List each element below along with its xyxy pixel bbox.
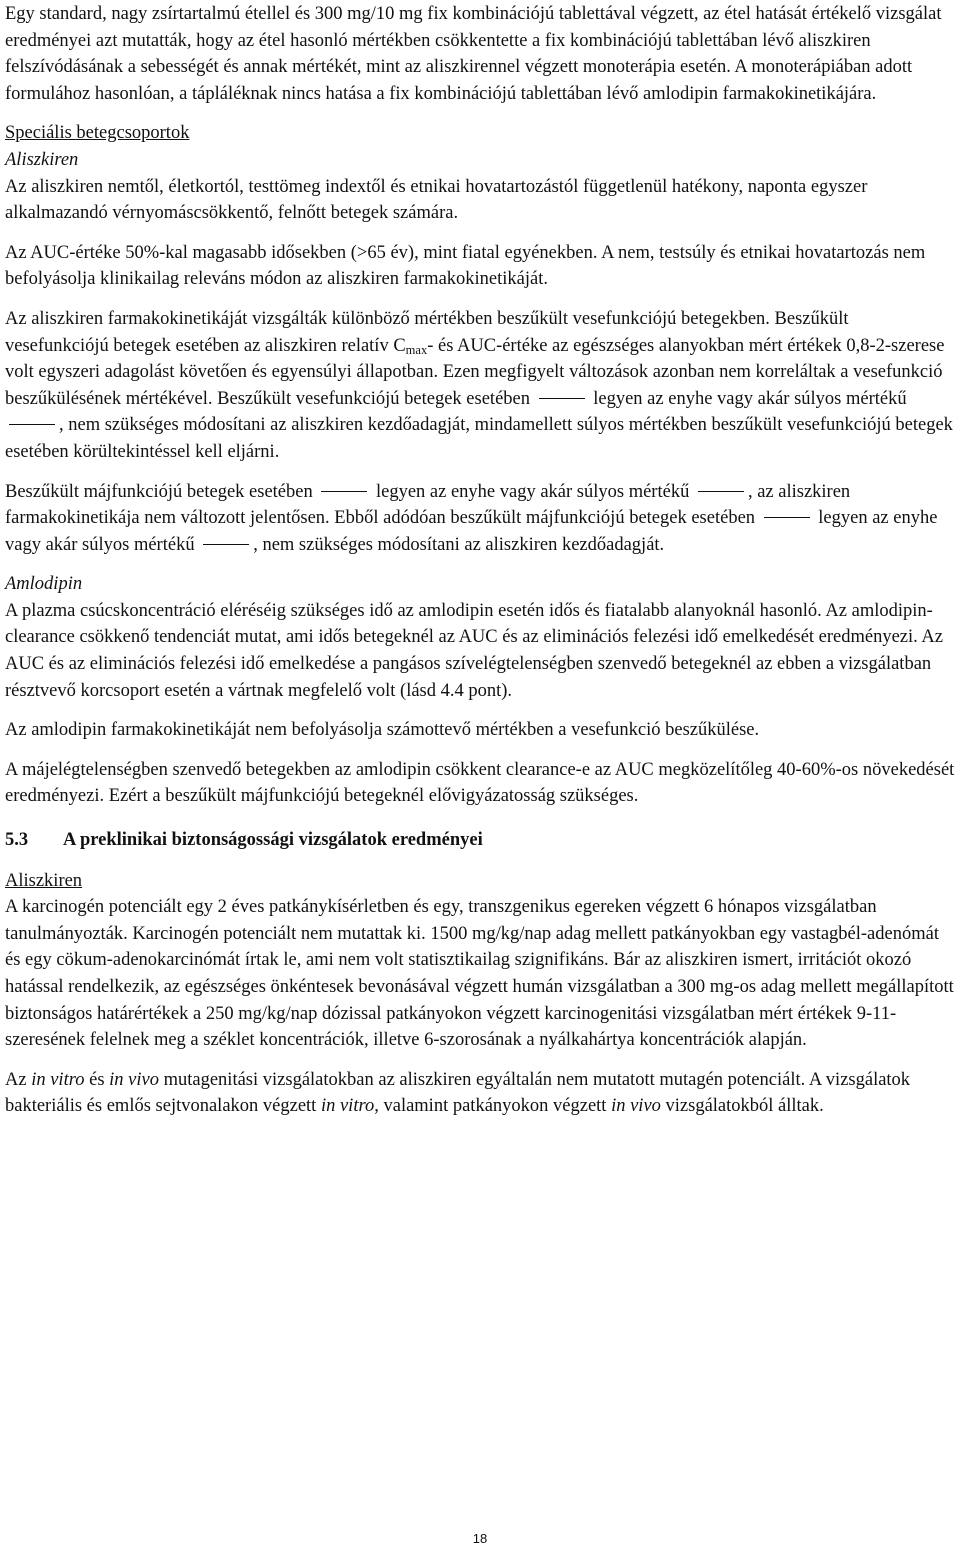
document-page (5, 0, 955, 1120)
mut-text-h: in vivo (611, 1096, 661, 1117)
hepatic-text-b: legyen az enyhe vagy akár súlyos mértékű (375, 481, 690, 502)
paragraph-aliskiren-efficacy: Az aliszkiren nemtől, életkortól, testtömeg indextől és etnikai hovatartozástól függetlenül hatékony, naponta egyszer alkalmazandó vérnyomáscsökkentő, felnőtt betegek számára. (5, 176, 868, 224)
paragraph-amlodipine-elderly: A plazma csúcskoncentráció eléréséig szükséges idő az amlodipin esetén idős és fiatalabb alanyoknál hasonló. Az amlodipin-clearance csökkenő tendenciát mutat, ami idős betegeknél az AUC és az eliminációs felezési idő emelkedését eredményezi. Az AUC és az eliminációs felezési idő emelkedése a pangásos szívelégtelenségben szenvedő betegeknél az ebben a vizsgálatban résztvevő korcsoport esetén a vártnak megfelelő volt (lásd 4.4 pont). (5, 600, 943, 701)
aliskiren-preclinical-subheading: Aliszkiren (5, 870, 83, 891)
renal-text-d: , nem szükséges módosítani az aliszkiren kezdőadagját, mindamellett súlyos mértékben beszűkült vesefunkciójú betegek esetében körültekintéssel kell eljárni. (5, 415, 953, 462)
em-dash (764, 517, 810, 518)
mut-text-d: in vivo (109, 1069, 159, 1090)
em-dash (539, 398, 585, 399)
paragraph-carcinogenicity: A karcinogén potenciált egy 2 éves patkánykísérletben és egy, transzgenikus egereken végzett 6 hónapos vizsgálatban tanulmányozták. Karcinogén potenciált nem mutattak ki. 1500 mg/kg/nap adag mellett patkányokban egy vastagbél-adenómát és egy cökum-adenokarcinómát írtak le, ami nem volt statisztikailag szignifikáns. Bár az aliszkiren ismert, irritációt okozó hatással rendelkezik, az egészséges önkéntesek bevonásával végzett humán vizsgálatban a 300 mg-os adag mellett megállapított biztonságos határértékek a 250 mg/kg/nap dózissal patkányokon végzett karcinogenitási vizsgálatban mért értékek 9-11-szeresének felelnek meg a széklet koncentrációk, illetve 6-szorosának a nyálkahártya koncentrációk alapján. (5, 897, 954, 1051)
paragraph-renal-impairment (5, 306, 955, 466)
paragraph-hepatic-impairment (5, 479, 955, 559)
paragraph-amlodipine-renal: Az amlodipin farmakokinetikáját nem befolyásolja számottevő mértékben a vesefunkció beszűkülése. (5, 720, 760, 741)
cmax-subscript: max (405, 342, 428, 357)
em-dash (321, 491, 367, 492)
renal-text-c: legyen az enyhe vagy akár súlyos mértékű (593, 388, 907, 409)
mut-text-g: , valamint patkányokon végzett (374, 1096, 612, 1117)
paragraph-amlodipine-hepatic: A májelégtelenségben szenvedő betegekben az amlodipin csökkent clearance-e az AUC megközelítőleg 40-60%-os növekedését eredményezi. Ezért a beszűkült májfunkciójú betegeknél elővigyázatosság szükséges. (5, 759, 955, 807)
aliskiren-subheading: Aliszkiren (5, 149, 79, 170)
em-dash (9, 424, 55, 425)
mut-text-e: mutagenitási vizsgálatokban az aliszkiren egyáltalán nem mutatott mutagén potenciált. A vizsgálatok bakteriális és emlős sejtvonalakon végzett (5, 1069, 911, 1117)
hepatic-text-d: legyen az enyhe vagy akár súlyos mértékű (5, 508, 938, 555)
paragraph-food-effect: Egy standard, nagy zsírtartalmú étellel és 300 mg/10 mg fix kombinációjú tablettával végzett, az étel hatását értékelő vizsgálat eredményei azt mutatták, hogy az étel hasonló mértékben csökkentette a fix kombinációjú tablettában lévő aliszkiren felszívódásának a sebességét és annak mértékét, mint az aliszkirennel végzett monoterápia esetén. A monoterápiában adott formulához hasonlóan, a tápláléknak nincs hatása a fix kombinációjú tablettában lévő amlodipin farmakokinetikájára. (5, 4, 942, 104)
em-dash (203, 544, 249, 545)
renal-text-a: Az aliszkiren farmakokinetikáját vizsgálták különböző mértékben beszűkült vesefunkciójú betegekben. Beszűkült vesefunkciójú betegek esetében az aliszkiren relatív C (5, 308, 849, 356)
renal-text-b: - és AUC-értéke az egészséges alanyokban mért értékek 0,8-2-szerese volt egyszeri adagolást követően és egyensúlyi állapotban. Ezen megfigyelt változások azonban nem korreláltak a vesefunkció beszűkülésének mértékével. Beszűkült vesefunkciójú betegek esetében (5, 335, 945, 409)
em-dash (698, 491, 744, 492)
section-heading (5, 827, 955, 854)
section-number: 5.3 (5, 830, 29, 851)
page-number: 18 (472, 1531, 488, 1546)
mut-text-f: in vitro (320, 1096, 375, 1117)
paragraph-auc-elderly: Az AUC-értéke 50%-kal magasabb idősekben (>65 év), mint fiatal egyénekben. A nem, testsúly és etnikai hovatartozás nem befolyásolja klinikailag releváns módon az aliszkiren farmakokinetikáját. (5, 242, 926, 290)
section-title: A preklinikai biztonságossági vizsgálatok eredményei (63, 830, 483, 851)
amlodipine-subheading: Amlodipin (5, 574, 83, 595)
mut-text-c: és (84, 1069, 110, 1090)
mut-text-b: in vitro (31, 1069, 85, 1090)
hepatic-text-a: Beszűkült májfunkciójú betegek esetében (5, 481, 313, 502)
paragraph-mutagenicity (5, 1067, 955, 1120)
hepatic-text-e: , nem szükséges módosítani az aliszkiren kezdőadagját. (253, 534, 665, 555)
mut-text-i: vizsgálatokból álltak. (660, 1096, 824, 1117)
mut-text-a: Az (5, 1069, 32, 1090)
special-populations-heading: Speciális betegcsoportok (5, 123, 190, 144)
hepatic-text-c: , az aliszkiren farmakokinetikája nem változott jelentősen. Ebből adódóan beszűkült májfunkciójú betegek esetében (5, 481, 851, 529)
